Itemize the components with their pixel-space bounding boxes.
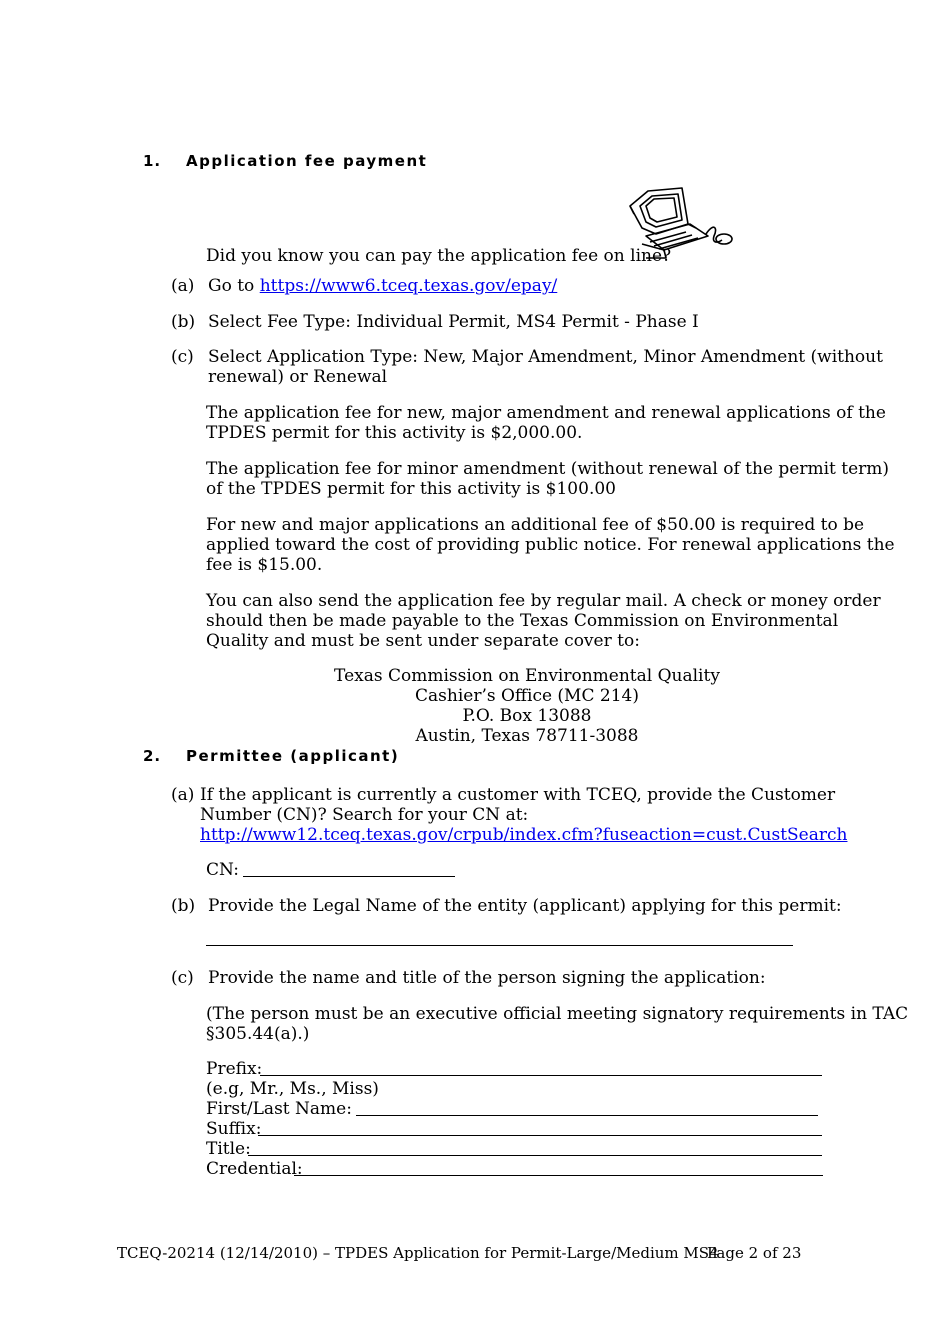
suffix-input-line[interactable] xyxy=(258,1135,822,1136)
fee-paragraph-2: The application fee for minor amendment (without renewal of the permit term) of the TPDES permit for this activity is $100.00 xyxy=(206,459,890,499)
section-1-number: 1. xyxy=(143,152,162,170)
permittee-item-c-label: (c) xyxy=(171,968,194,988)
mailing-address: Texas Commission on Environmental Quality Cashier’s Office (MC 214) P.O. Box 13088 Austin, Texas 78711-3088 xyxy=(334,666,720,746)
prefix-hint: (e.g, Mr., Ms., Miss) xyxy=(206,1079,379,1099)
item-c-label: (c) xyxy=(171,347,194,367)
suffix-label: Suffix: xyxy=(206,1119,262,1139)
name-label: First/Last Name: xyxy=(206,1099,352,1119)
cn-search-link[interactable]: http://www12.tceq.texas.gov/crpub/index.cfm?fuseaction=cust.CustSearch xyxy=(200,825,848,845)
prefix-label: Prefix: xyxy=(206,1059,263,1079)
signer-prompt: Provide the name and title of the person signing the application: xyxy=(208,968,766,988)
fee-online-intro: Did you know you can pay the application fee on line? xyxy=(206,246,672,266)
section-2-number: 2. xyxy=(143,747,162,765)
fee-paragraph-3: For new and major applications an additional fee of $50.00 is required to be applied toward the cost of providing public notice. For renewal applications the fee is $15.00. xyxy=(206,515,895,575)
section-1-title: Application fee payment xyxy=(186,152,428,170)
item-a-text: Go to https://www6.tceq.texas.gov/epay/ xyxy=(208,276,558,296)
customer-number-question-line1: If the applicant is currently a customer with TCEQ, provide the Customer xyxy=(200,785,836,805)
signatory-note-line1: (The person must be an executive official meeting signatory requirements in TAC xyxy=(206,1004,909,1024)
item-a-label: (a) xyxy=(171,276,195,296)
credential-label: Credential: xyxy=(206,1159,303,1179)
cn-label: CN: xyxy=(206,860,240,880)
epay-link[interactable]: https://www6.tceq.texas.gov/epay/ xyxy=(259,276,558,296)
title-label: Title: xyxy=(206,1139,251,1159)
footer-page-number: Page 2 of 23 xyxy=(707,1244,802,1262)
signatory-note-line2: §305.44(a).) xyxy=(206,1024,310,1044)
fee-type-text: Select Fee Type: Individual Permit, MS4 Permit - Phase I xyxy=(208,312,699,332)
permittee-item-b-label: (b) xyxy=(171,896,196,916)
item-b-label: (b) xyxy=(171,312,196,332)
credential-input-line[interactable] xyxy=(294,1175,823,1176)
permittee-item-a-label: (a) xyxy=(171,785,195,805)
cn-input-line[interactable] xyxy=(243,876,455,877)
legal-name-input-line[interactable] xyxy=(206,945,793,946)
fee-paragraph-4: You can also send the application fee by regular mail. A check or money order should then be made payable to the Texas Commission on Environmental Quality and must be sent under separate cover to: xyxy=(206,591,881,651)
name-input-line[interactable] xyxy=(356,1115,818,1116)
fee-paragraph-1: The application fee for new, major amendment and renewal applications of the TPDES permit for this activity is $2,000.00. xyxy=(206,403,886,443)
application-type-line1: Select Application Type: New, Major Amendment, Minor Amendment (without xyxy=(208,347,883,367)
section-2-title: Permittee (applicant) xyxy=(186,747,400,765)
legal-name-prompt: Provide the Legal Name of the entity (applicant) applying for this permit: xyxy=(208,896,842,916)
title-input-line[interactable] xyxy=(248,1155,822,1156)
prefix-input-line[interactable] xyxy=(260,1075,822,1076)
customer-number-question-line2: Number (CN)? Search for your CN at: xyxy=(200,805,529,825)
footer-form-id: TCEQ-20214 (12/14/2010) – TPDES Application for Permit-Large/Medium MS4 xyxy=(117,1244,719,1262)
application-type-line2: renewal) or Renewal xyxy=(208,367,388,387)
